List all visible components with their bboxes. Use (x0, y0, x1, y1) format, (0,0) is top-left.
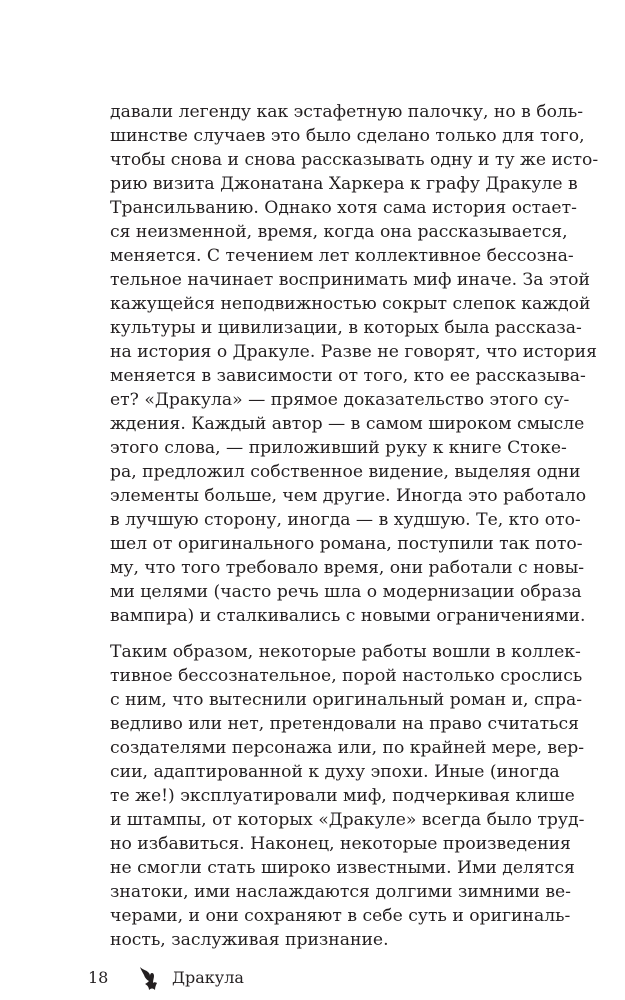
text-line: ет? «Дракула» — прямое доказательство этого су- (110, 390, 570, 410)
text-line: давали легенду как эстафетную палочку, но в боль- (110, 102, 584, 122)
text-line: меняется в зависимости от того, кто ее рассказыва- (110, 366, 586, 386)
text-line: тивное бессознательное, порой настолько срослись (110, 666, 583, 686)
text-line: элементы больше, чем другие. Иногда это работало (110, 486, 587, 506)
running-title: Дракула (172, 968, 244, 987)
text-line: шинстве случаев это было сделано только для того, (110, 126, 585, 146)
text-line: черами, и они сохраняют в себе суть и оригиналь- (110, 906, 571, 926)
text-line: но избавиться. Наконец, некоторые произведения (110, 834, 571, 854)
text-line: вампира) и сталкивались с новыми ограничениями. (110, 606, 586, 626)
text-line: сии, адаптированной к духу эпохи. Иные (иногда (110, 762, 560, 782)
text-line: меняется. С течением лет коллективное бессозна- (110, 246, 574, 266)
text-line: культуры и цивилизации, в которых была рассказа- (110, 318, 582, 338)
text-line: кажущейся неподвижностью сокрыт слепок каждой (110, 294, 591, 314)
text-line: знатоки, ими наслаждаются долгими зимними ве- (110, 882, 571, 902)
text-line: не смогли стать широко известными. Ими делятся (110, 858, 575, 878)
text-line: му, что того требовало время, они работали с новы- (110, 558, 585, 578)
page-footer (0, 958, 625, 998)
text-line: Таким образом, некоторые работы вошли в коллек- (110, 642, 581, 662)
text-line: ведливо или нет, претендовали на право считаться (110, 714, 579, 734)
text-line: рию визита Джонатана Харкера к графу Дракуле в (110, 174, 578, 194)
text-line: чтобы снова и снова рассказывать одну и ту же исто- (110, 150, 599, 170)
text-line: ми целями (часто речь шла о модернизации образа (110, 582, 582, 602)
text-line: ся неизменной, время, когда она рассказывается, (110, 222, 568, 242)
text-line: те же!) эксплуатировали миф, подчеркивая клише (110, 786, 575, 806)
text-line: ра, предложил собственное видение, выделяя одни (110, 462, 581, 482)
text-line: создателями персонажа или, по крайней мере, вер- (110, 738, 585, 758)
text-line: Трансильванию. Однако хотя сама история остает- (110, 198, 577, 218)
text-line: с ним, что вытеснили оригинальный роман и, спра- (110, 690, 583, 710)
text-line: ность, заслуживая признание. (110, 930, 389, 950)
text-line: шел от оригинального романа, поступили так пото- (110, 534, 583, 554)
bat-icon (136, 964, 166, 994)
text-line: тельное начинает воспринимать миф иначе. За этой (110, 270, 590, 290)
text-line: этого слова, — приложивший руку к книге Стоке- (110, 438, 567, 458)
text-line: ждения. Каждый автор — в самом широком смысле (110, 414, 585, 434)
text-line: на история о Дракуле. Разве не говорят, что история (110, 342, 597, 362)
text-line: и штампы, от которых «Дракуле» всегда было труд- (110, 810, 585, 830)
page-number: 18 (88, 968, 109, 987)
text-line: в лучшую сторону, иногда — в худшую. Те, кто ото- (110, 510, 581, 530)
